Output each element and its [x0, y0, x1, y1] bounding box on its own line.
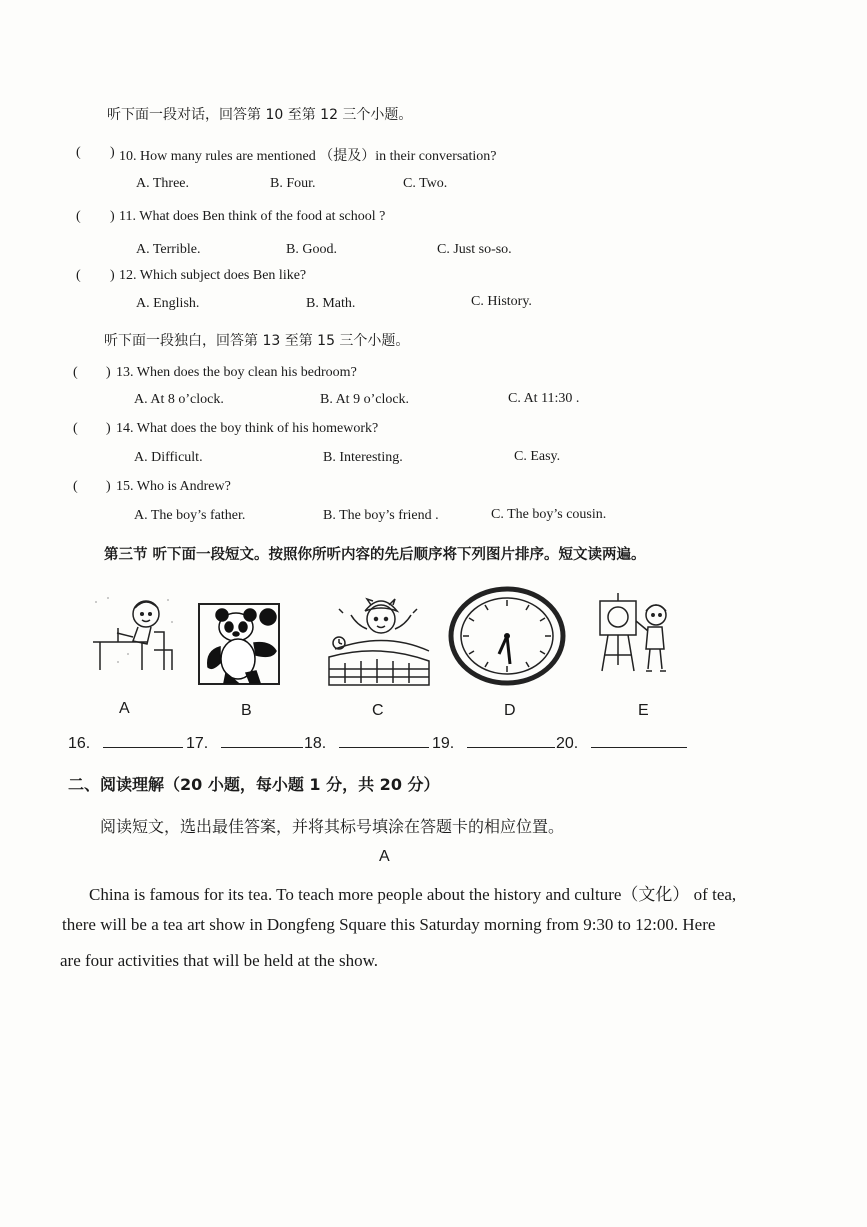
option-b: B. Good. [286, 242, 337, 257]
option-c: C. The boy’s cousin. [491, 507, 607, 522]
panda-icon [198, 603, 282, 692]
clock-icon [448, 586, 566, 691]
option-b: B. Interesting. [323, 450, 403, 465]
blank-line [339, 733, 429, 748]
option-b: B. The boy’s friend . [323, 508, 439, 523]
picture-label-b: B [241, 702, 252, 719]
passage-line-1: China is famous for its tea. To teach more people about the history and culture（文化） of tea, [89, 885, 737, 904]
section-3-heading: 第三节 听下面一段短文。按照你所听内容的先后顺序将下列图片排序。短文读两遍。 [104, 547, 646, 563]
answer-paren-open: ( [76, 145, 81, 160]
girl-waking-up-icon [325, 597, 433, 694]
reading-section-title: 二、阅读理解（20 小题，每小题 1 分，共 20 分） [68, 775, 440, 794]
option-c: C. Two. [403, 176, 448, 191]
option-b: B. Math. [306, 296, 356, 311]
question-text: 10. How many rules are mentioned （提及）in their conversation? [119, 149, 497, 164]
answer-paren-open: ( [73, 479, 78, 494]
option-c: C. Easy. [514, 449, 561, 464]
picture-label-a: A [119, 700, 130, 717]
answer-paren-open: ( [76, 268, 81, 283]
reading-instruction: 阅读短文，选出最佳答案，并将其标号填涂在答题卡的相应位置。 [100, 817, 565, 836]
picture-label-e: E [638, 702, 649, 719]
passage-label: A [379, 848, 390, 865]
question-text: 12. Which subject does Ben like? [119, 268, 307, 283]
monologue-instruction: 听下面一段独白，回答第 13 至第 15 三个小题。 [104, 333, 410, 349]
blank-line [467, 733, 555, 748]
answer-blank-20[interactable] [556, 733, 687, 753]
answer-blank-17[interactable] [186, 733, 303, 753]
blank-number: 17. [186, 735, 209, 752]
option-a: A. Three. [136, 176, 189, 191]
option-c: C. At 11:30 . [508, 391, 580, 406]
answer-blank-18[interactable] [304, 733, 429, 753]
answer-paren-close: ) [106, 365, 111, 380]
answer-paren-close: ) [110, 145, 115, 160]
option-a: A. At 8 o’clock. [134, 392, 224, 407]
blank-number: 18. [304, 735, 327, 752]
option-a: A. English. [136, 296, 200, 311]
answer-paren-close: ) [110, 209, 115, 224]
blank-line [591, 733, 687, 748]
answer-paren-close: ) [106, 479, 111, 494]
blank-line [221, 733, 303, 748]
option-a: A. Terrible. [136, 242, 201, 257]
picture-label-c: C [372, 702, 384, 719]
question-text: 14. What does the boy think of his homework? [116, 421, 379, 436]
boy-painting-icon [594, 589, 678, 686]
answer-blank-16[interactable] [68, 733, 183, 753]
blank-line [103, 733, 183, 748]
question-text: 15. Who is Andrew? [116, 479, 231, 494]
dialogue-instruction: 听下面一段对话，回答第 10 至第 12 三个小题。 [107, 107, 413, 123]
blank-number: 20. [556, 735, 579, 752]
question-text: 13. When does the boy clean his bedroom? [116, 365, 357, 380]
blank-number: 19. [432, 735, 455, 752]
answer-paren-open: ( [73, 421, 78, 436]
option-b: B. At 9 o’clock. [320, 392, 410, 407]
option-a: A. The boy’s father. [134, 508, 246, 523]
passage-line-2: there will be a tea art show in Dongfeng Square this Saturday morning from 9:30 to 12:00. Here [62, 915, 716, 934]
option-c: C. Just so-so. [437, 242, 512, 257]
boy-at-desk-icon [88, 592, 180, 681]
option-b: B. Four. [270, 176, 316, 191]
option-a: A. Difficult. [134, 450, 203, 465]
answer-blank-19[interactable] [432, 733, 555, 753]
blank-number: 16. [68, 735, 91, 752]
passage-line-3: are four activities that will be held at the show. [60, 951, 379, 970]
answer-paren-close: ) [110, 268, 115, 283]
answer-paren-open: ( [76, 209, 81, 224]
option-c: C. History. [471, 294, 532, 309]
question-text: 11. What does Ben think of the food at school ? [119, 209, 386, 224]
answer-paren-close: ) [106, 421, 111, 436]
answer-paren-open: ( [73, 365, 78, 380]
picture-label-d: D [504, 702, 516, 719]
